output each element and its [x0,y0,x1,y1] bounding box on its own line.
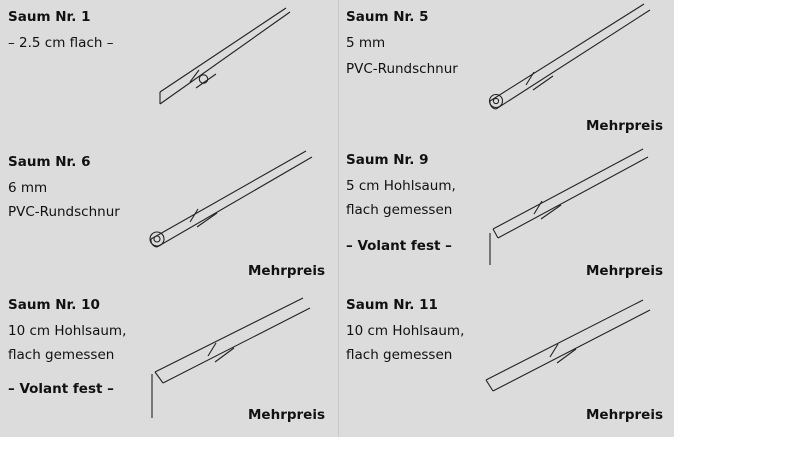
hem-desc-saum-10-line-3: – Volant fest – [8,381,114,397]
hem-cell-saum-11[interactable] [338,290,674,437]
hem-desc-saum-1-line-0: – 2.5 cm flach – [8,35,114,51]
hem-surcharge-saum-6: Mehrpreis [248,263,325,279]
hem-desc-saum-6-line-1: PVC-Rundschnur [8,204,120,220]
hem-title-saum-6: Saum Nr. 6 [8,154,91,170]
hem-title-saum-10: Saum Nr. 10 [8,297,100,313]
hem-title-saum-5: Saum Nr. 5 [346,9,429,25]
hem-desc-saum-6-line-0: 6 mm [8,180,48,196]
hem-surcharge-saum-10: Mehrpreis [248,407,325,423]
hem-title-saum-9: Saum Nr. 9 [346,152,429,168]
hem-desc-saum-9-line-1: flach gemessen [346,202,453,218]
hem-surcharge-saum-11: Mehrpreis [586,407,663,423]
hem-desc-saum-9-line-0: 5 cm Hohlsaum, [346,178,456,194]
hem-desc-saum-9-line-3: – Volant fest – [346,238,452,254]
hem-desc-saum-10-line-1: flach gemessen [8,347,115,363]
hem-title-saum-11: Saum Nr. 11 [346,297,438,313]
hem-desc-saum-5-line-0: 5 mm [346,35,386,51]
hem-cell-saum-10[interactable] [0,290,338,437]
hem-desc-saum-11-line-0: 10 cm Hohlsaum, [346,323,465,339]
hem-surcharge-saum-5: Mehrpreis [586,118,663,134]
hem-title-saum-1: Saum Nr. 1 [8,9,91,25]
hem-desc-saum-5-line-1: PVC-Rundschnur [346,61,458,77]
hem-cell-saum-5[interactable] [338,0,674,145]
hem-cell-saum-1[interactable] [0,0,338,145]
hem-desc-saum-10-line-0: 10 cm Hohlsaum, [8,323,127,339]
hem-desc-saum-11-line-1: flach gemessen [346,347,453,363]
hem-cell-saum-6[interactable] [0,145,338,290]
hem-cell-saum-9[interactable] [338,145,674,290]
hem-surcharge-saum-9: Mehrpreis [586,263,663,279]
